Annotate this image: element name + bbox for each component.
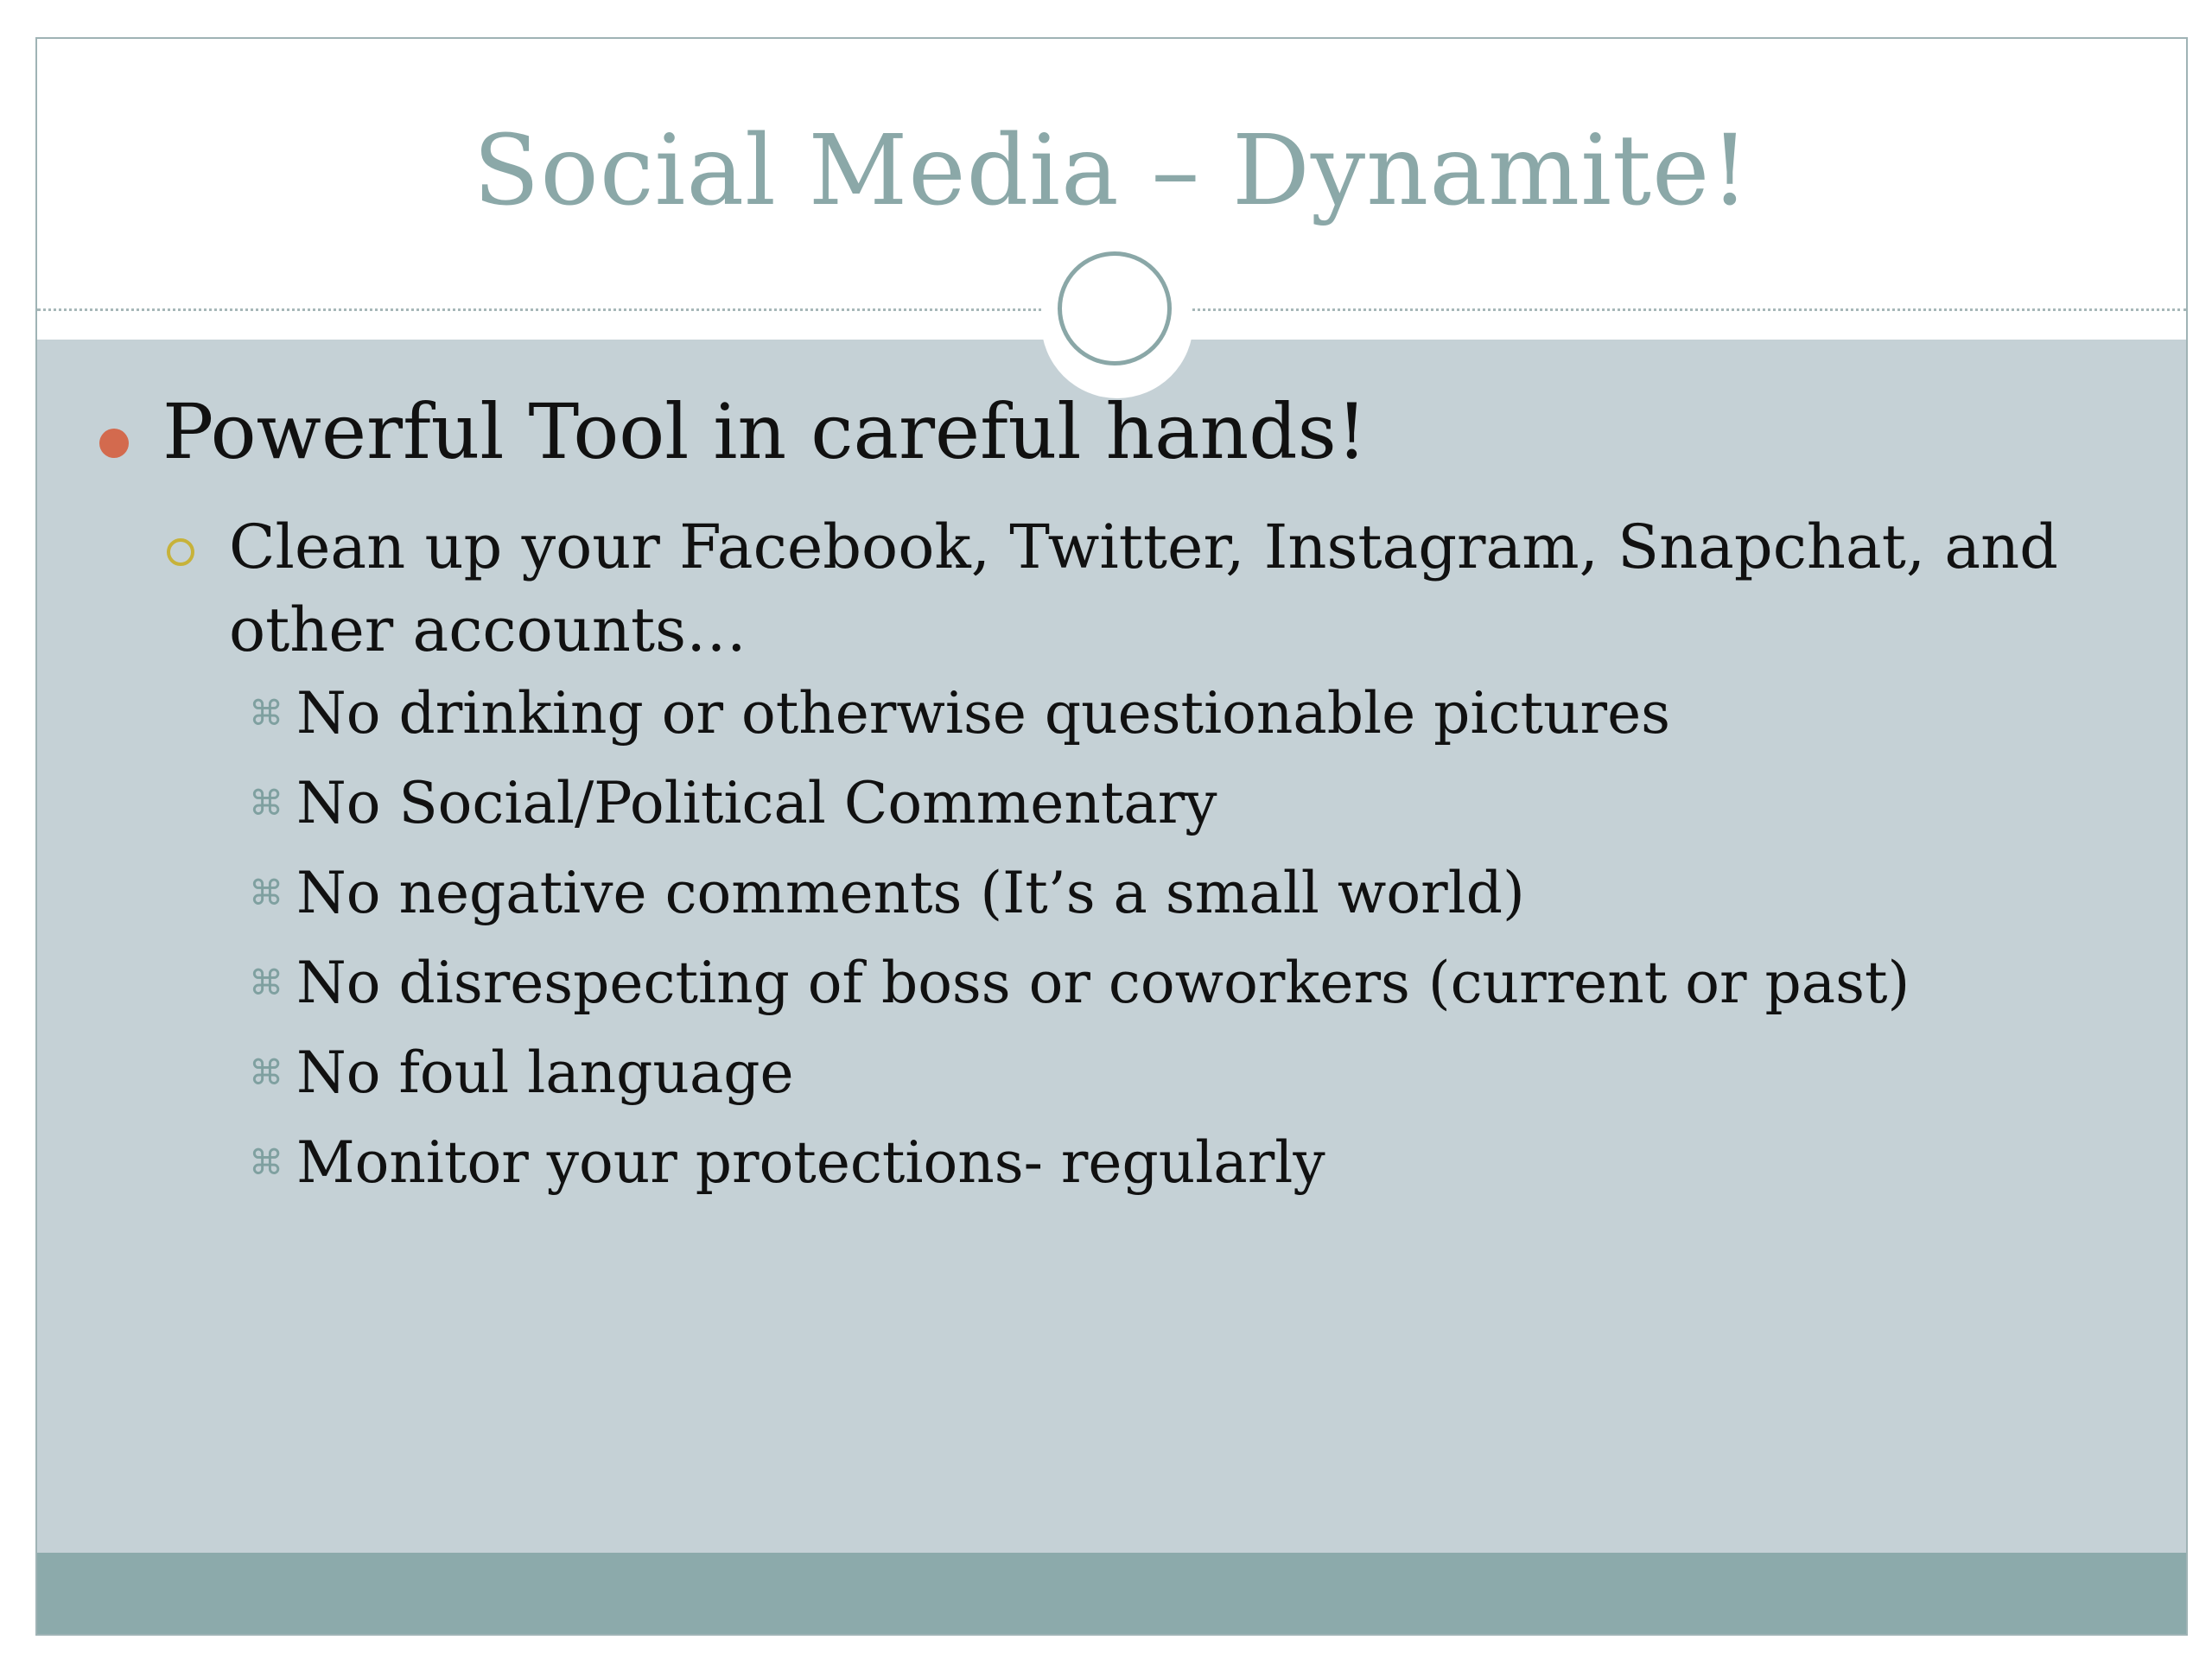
- level2-item: Clean up your Facebook, Twitter, Instagram, Snapchat, and other accounts…: [229, 512, 2058, 665]
- level3-item: No disrespecting of boss or coworkers (current or past): [296, 950, 1910, 1016]
- level3-item: No negative comments (It’s a small world): [296, 860, 1525, 926]
- level3-item: No Social/Political Commentary: [296, 770, 1217, 836]
- title-divider-left: [37, 308, 1048, 311]
- footer-band: [37, 1553, 2186, 1634]
- level3-bullet-icon: ⌘: [249, 963, 283, 1003]
- level3-item: No foul language: [296, 1039, 794, 1106]
- level1-bullet-icon: [99, 429, 129, 458]
- slide: [35, 37, 2188, 1636]
- ornament-circle-icon: [1058, 251, 1172, 365]
- level3-item: Monitor your protections- regularly: [296, 1129, 1325, 1196]
- title-divider-right: [1186, 308, 2186, 311]
- level3-item: No drinking or otherwise questionable pictures: [296, 680, 1670, 747]
- level3-bullet-icon: ⌘: [249, 784, 283, 823]
- level2-bullet-icon: [167, 538, 194, 566]
- level3-bullet-icon: ⌘: [249, 1053, 283, 1093]
- level3-bullet-icon: ⌘: [249, 874, 283, 913]
- level3-bullet-icon: ⌘: [249, 1143, 283, 1183]
- slide-title: Social Media – Dynamite!: [473, 115, 1751, 227]
- level1-item: Powerful Tool in careful hands!: [162, 387, 1368, 476]
- level3-bullet-icon: ⌘: [249, 694, 283, 734]
